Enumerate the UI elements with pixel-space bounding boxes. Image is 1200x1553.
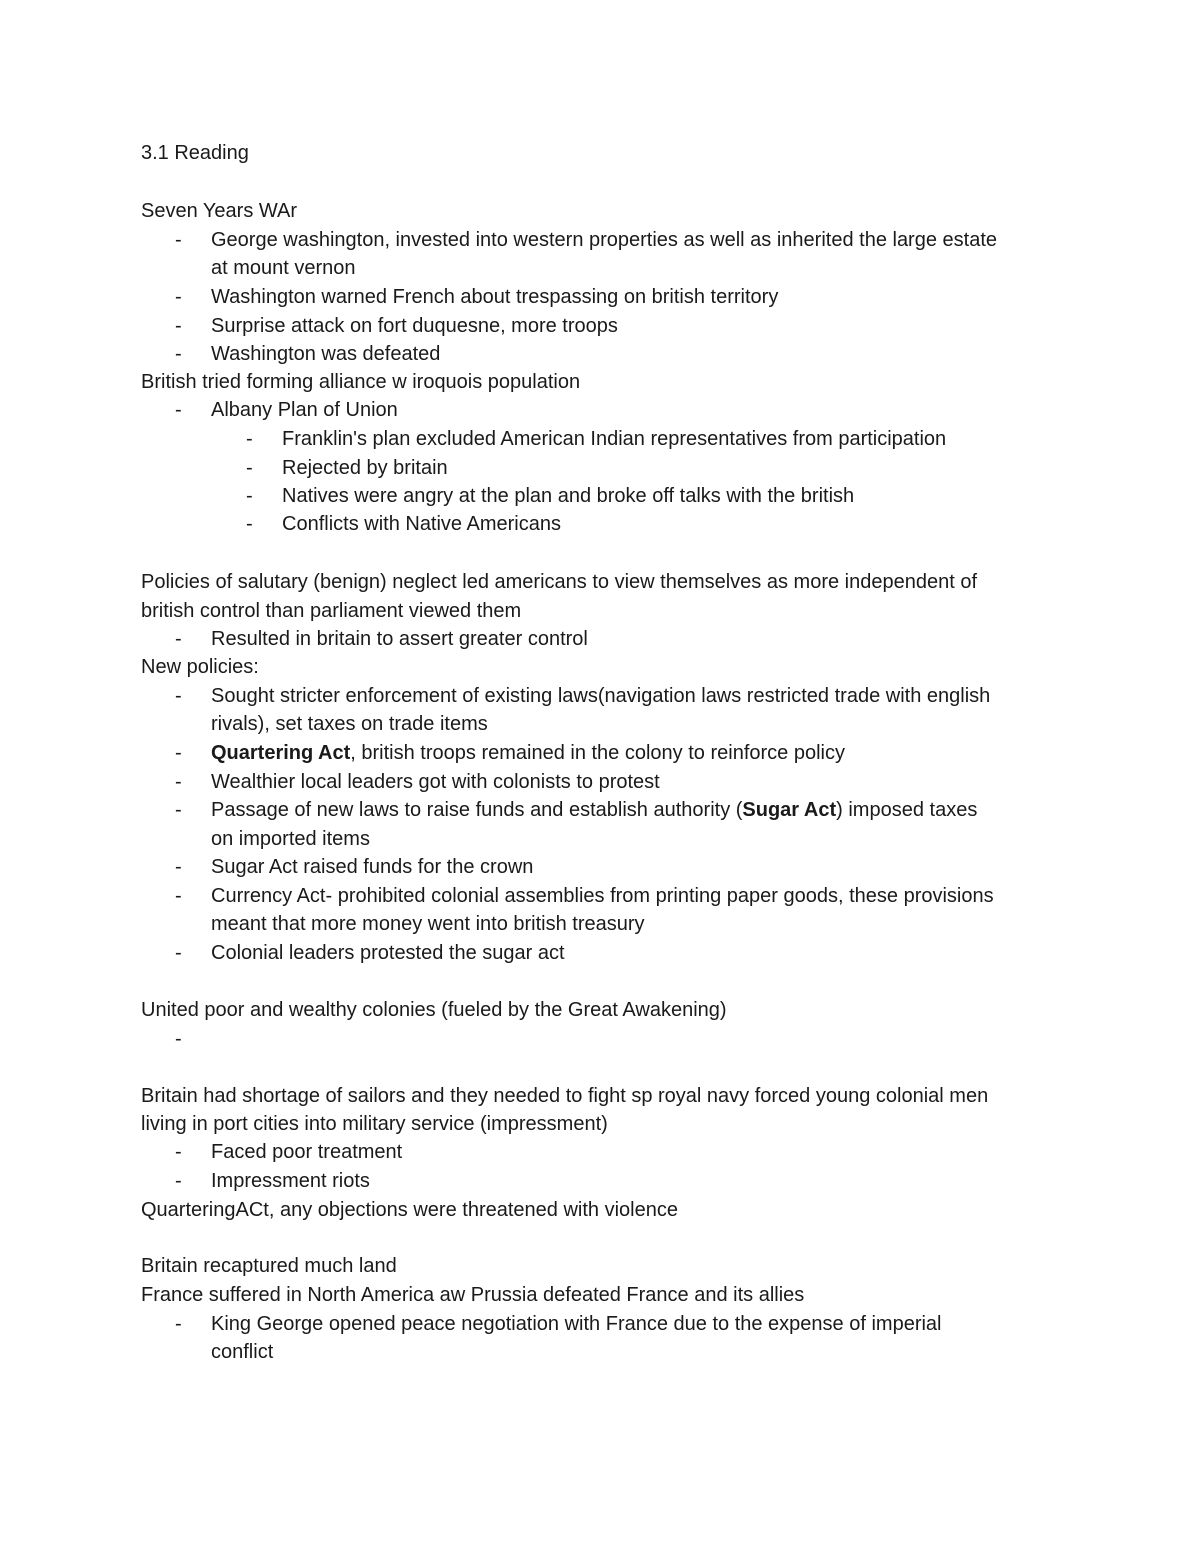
sub-bullet-dash: - (246, 485, 253, 507)
sub-bullet-text: Conflicts with Native Americans (282, 513, 561, 535)
bullet-text: Colonial leaders protested the sugar act (211, 942, 565, 964)
bullet-dash: - (175, 771, 182, 793)
paragraph-line: New policies: (141, 656, 259, 678)
bullet-text: Sought stricter enforcement of existing laws(navigation laws restricted trade with english (211, 685, 991, 707)
paragraph-line: United poor and wealthy colonies (fueled by the Great Awakening) (141, 999, 727, 1021)
bullet-text (211, 796, 977, 824)
paragraph-line: Policies of salutary (benign) neglect led americans to view themselves as more independent of (141, 571, 977, 593)
bullet-dash: - (175, 856, 182, 878)
bullet-dash: - (175, 742, 182, 764)
bullet-text: King George opened peace negotiation with France due to the expense of imperial (211, 1313, 942, 1335)
bullet-text-continued: conflict (211, 1341, 274, 1363)
bullet-text: Currency Act- prohibited colonial assemblies from printing paper goods, these provisions (211, 885, 994, 907)
sub-bullet-text: Franklin's plan excluded American Indian representatives from participation (282, 428, 947, 450)
bullet-text: Sugar Act raised funds for the crown (211, 856, 534, 878)
paragraph-line: QuarteringACt, any objections were threatened with violence (141, 1199, 678, 1221)
bullet-dash: - (175, 229, 182, 251)
bullet-dash: - (175, 885, 182, 907)
bullet-dash: - (175, 628, 182, 650)
sub-bullet-text: Natives were angry at the plan and broke off talks with the british (282, 485, 855, 507)
bullet-dash: - (175, 685, 182, 707)
bold-term-quartering-act: Quartering Act (211, 742, 351, 764)
bullet-text: Resulted in britain to assert greater control (211, 628, 588, 650)
bullet-dash: - (175, 942, 182, 964)
bullet-text: George washington, invested into western properties as well as inherited the large estate (211, 229, 998, 251)
bullet-text-post: ) imposed taxes (836, 799, 978, 821)
bullet-text-continued: rivals), set taxes on trade items (211, 713, 488, 735)
bullet-text (211, 739, 845, 767)
paragraph-line: british control than parliament viewed them (141, 600, 522, 622)
sub-bullet-text: Rejected by britain (282, 457, 448, 479)
bullet-dash: - (175, 286, 182, 308)
bullet-dash: - (175, 315, 182, 337)
bullet-dash: - (175, 799, 182, 821)
bullet-dash: - (175, 1313, 182, 1335)
bullet-text: Wealthier local leaders got with colonists to protest (211, 771, 660, 793)
bullet-text-continued: on imported items (211, 828, 370, 850)
bullet-dash-empty: - (175, 1028, 182, 1050)
paragraph-line: British tried forming alliance w iroquois population (141, 371, 581, 393)
paragraph-line: living in port cities into military service (impressment) (141, 1113, 608, 1135)
bullet-text: Impressment riots (211, 1170, 370, 1192)
sub-bullet-dash: - (246, 457, 253, 479)
sub-bullet-dash: - (246, 513, 253, 535)
heading-seven-years-war: Seven Years WAr (141, 200, 298, 222)
paragraph-line: Britain had shortage of sailors and they needed to fight sp royal navy forced young colonial men (141, 1085, 989, 1107)
bullet-dash: - (175, 399, 182, 421)
bullet-text-rest: , british troops remained in the colony to reinforce policy (350, 742, 845, 764)
bullet-dash: - (175, 343, 182, 365)
bullet-dash: - (175, 1170, 182, 1192)
bullet-text-continued: at mount vernon (211, 257, 356, 279)
bullet-text: Washington was defeated (211, 343, 441, 365)
bullet-text-pre: Passage of new laws to raise funds and establish authority ( (211, 799, 743, 821)
bullet-text: Washington warned French about trespassing on british territory (211, 286, 779, 308)
page-title: 3.1 Reading (141, 142, 249, 164)
sub-bullet-dash: - (246, 428, 253, 450)
bullet-text: Albany Plan of Union (211, 399, 398, 421)
bullet-text-continued: meant that more money went into british treasury (211, 913, 645, 935)
bullet-dash: - (175, 1141, 182, 1163)
bold-term-sugar-act: Sugar Act (742, 799, 837, 821)
paragraph-line: France suffered in North America aw Prussia defeated France and its allies (141, 1284, 805, 1306)
paragraph-line: Britain recaptured much land (141, 1255, 397, 1277)
bullet-text: Faced poor treatment (211, 1141, 403, 1163)
bullet-text: Surprise attack on fort duquesne, more troops (211, 315, 618, 337)
